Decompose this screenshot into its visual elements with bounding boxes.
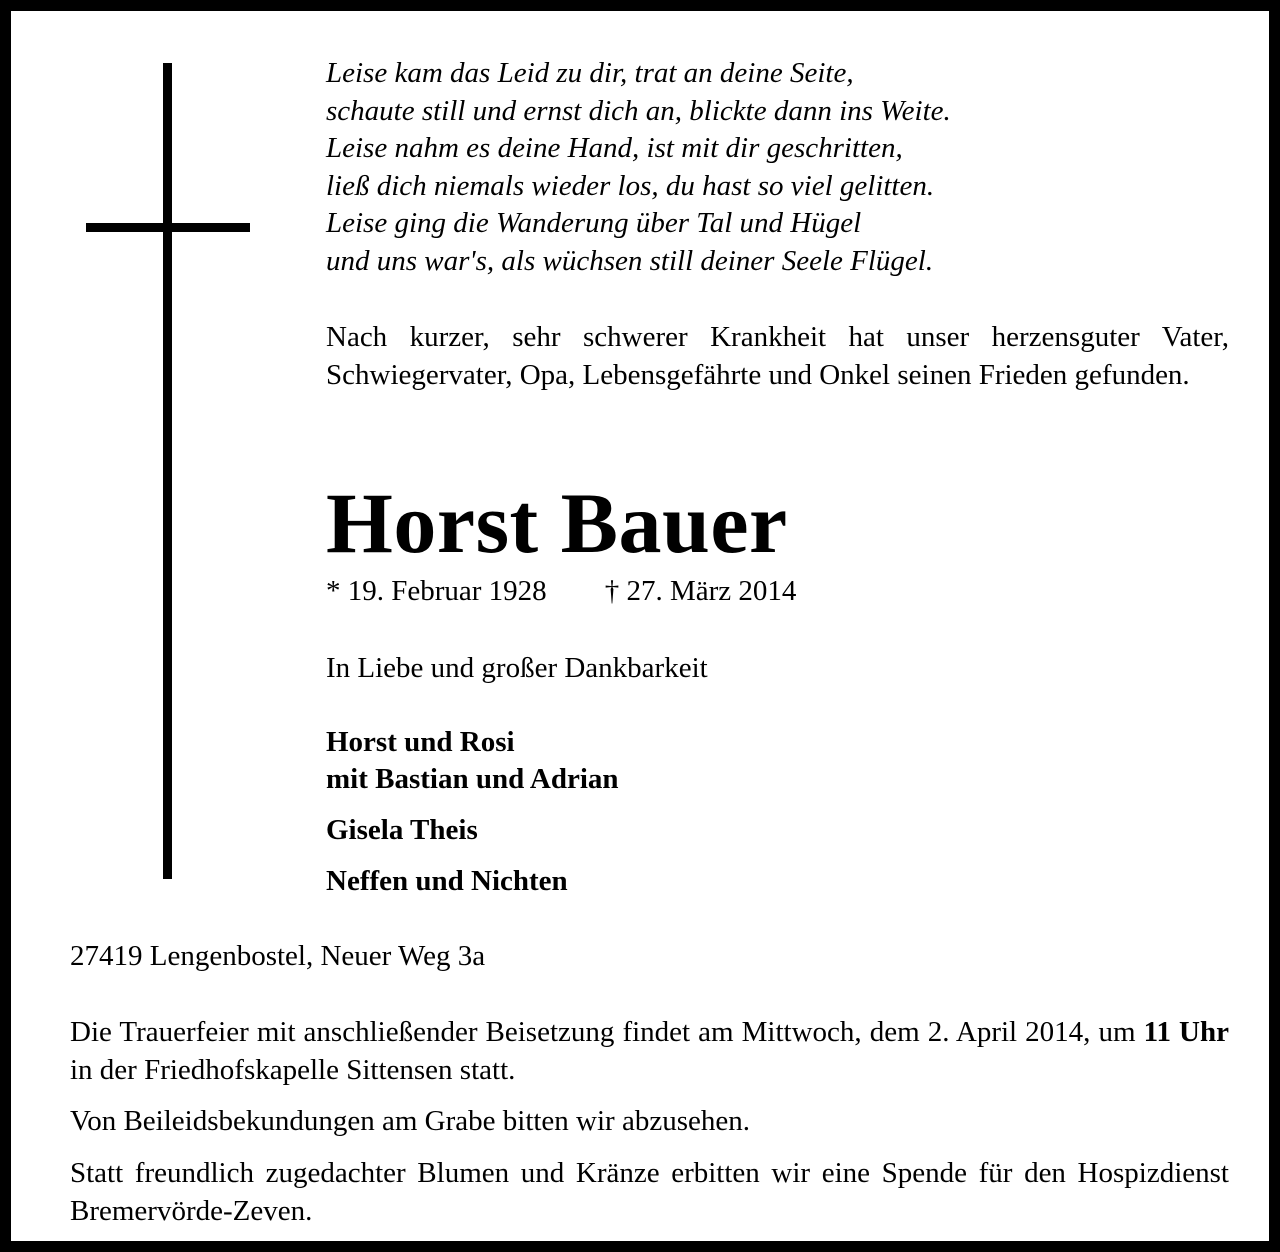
- ceremony-text: in der Friedhofskapelle Sittensen statt.: [70, 1054, 516, 1086]
- poem-line: schaute still und ernst dich an, blickte dann ins Weite.: [326, 94, 951, 127]
- cross-horizontal-bar: [86, 223, 250, 232]
- death-date: † 27. März 2014: [604, 575, 797, 607]
- cross-vertical-bar: [163, 63, 172, 879]
- dedication: In Liebe und großer Dankbarkeit: [326, 652, 708, 684]
- ceremony-time: 11 Uhr: [1143, 1016, 1229, 1048]
- birth-date: * 19. Februar 1928: [326, 575, 547, 607]
- poem-line: Leise kam das Leid zu dir, trat an deine Seite,: [326, 57, 854, 89]
- family-line: Horst und Rosi: [326, 726, 515, 758]
- address: 27419 Lengenbostel, Neuer Weg 3a: [70, 940, 486, 972]
- family-line: Neffen und Nichten: [326, 865, 568, 897]
- ceremony-text: Die Trauerfeier mit anschließender Beisetzung findet am Mittwoch, dem 2. April 2014, um: [70, 1016, 1144, 1048]
- ceremony-info: [70, 1013, 1229, 1089]
- family-line: mit Bastian und Adrian: [326, 763, 619, 795]
- poem-line: Leise nahm es deine Hand, ist mit dir geschritten,: [326, 132, 903, 164]
- deceased-name: Horst Bauer: [326, 475, 788, 571]
- poem-line: Leise ging die Wanderung über Tal und Hügel: [326, 207, 862, 239]
- poem: [326, 55, 1229, 280]
- poem-line: ließ dich niemals wieder los, du hast so viel gelitten.: [326, 169, 935, 202]
- condolence-note: Von Beileidsbekundungen am Grabe bitten wir abzusehen.: [70, 1105, 750, 1137]
- life-dates: [326, 571, 1229, 611]
- family-group-1: [326, 724, 1229, 798]
- poem-line: und uns war's, als wüchsen still deiner Seele Flügel.: [326, 244, 934, 277]
- family-line: Gisela Theis: [326, 814, 478, 846]
- intro-text: Nach kurzer, sehr schwerer Krankheit hat unser herzensguter Vater, Schwiegervater, Opa, Lebensgefährte und Onkel seinen Frieden gefunden.: [326, 321, 1229, 391]
- donation-note: Statt freundlich zugedachter Blumen und Kränze erbitten wir eine Spende für den Hospizdienst Bremervörde-Zeven.: [70, 1157, 1229, 1227]
